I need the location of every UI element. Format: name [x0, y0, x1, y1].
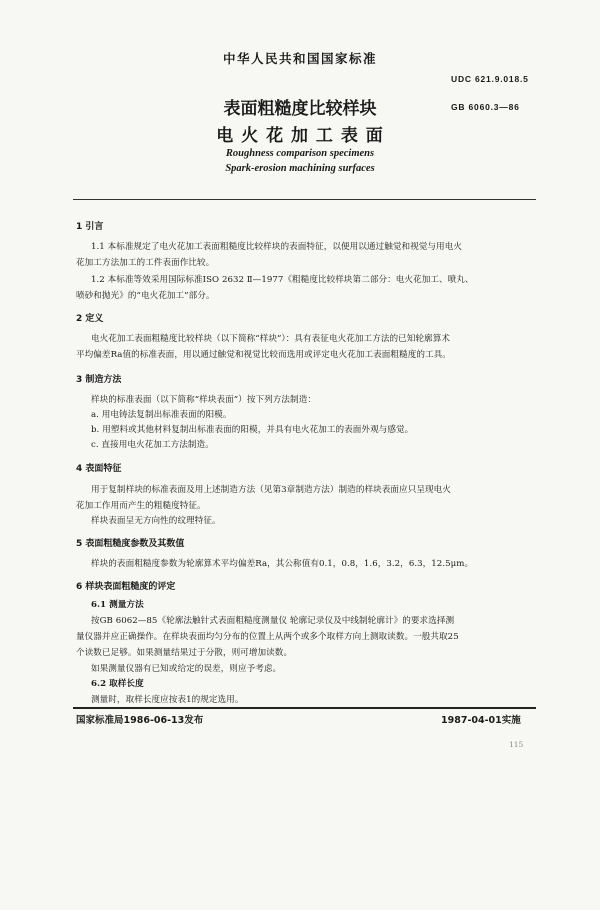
title-en-line1: Roughness comparison specimens	[225, 148, 375, 159]
section-4-line2: 花加工作用而产生的粗糙度特征。	[76, 501, 206, 511]
title-en-line2: Spark-erosion machining surfaces	[225, 163, 375, 174]
section-6-2-line1: 测量时，取样长度应按表1的规定选用。	[91, 695, 244, 705]
header-divider	[73, 199, 536, 200]
section-6-1-heading: 6.1 测量方法	[91, 600, 144, 610]
section-5-heading: 5 表面粗糙度参数及其数值	[76, 539, 185, 549]
section-5-line1: 样块的表面粗糙度参数为轮廓算术平均偏差Ra，其公称值有0.1，0.8，1.6，3.2，6.3，12.5μm。	[91, 559, 474, 569]
section-6-heading: 6 样块表面粗糙度的评定	[76, 582, 176, 592]
section-6-1-line3: 个读数已足够。如果测量结果过于分散，则可增加读数。	[76, 648, 293, 658]
footer-divider	[73, 707, 536, 709]
page-number: 115	[509, 740, 524, 749]
section-2-heading: 2 定义	[76, 314, 104, 324]
section-3-item-c: c. 直接用电火花加工方法制造。	[91, 440, 214, 450]
udc-code: UDC 621.9.018.5	[451, 74, 529, 84]
section-6-1-line1: 按GB 6062—85《轮廓法触针式表面粗糙度测量仪 轮廓记录仪及中线制轮廓计》的要求选择测	[91, 616, 455, 626]
title-cn-line1: 表面粗糙度比较样块	[223, 99, 377, 119]
national-standard-heading: 中华人民共和国国家标准	[222, 51, 377, 66]
section-3-heading: 3 制造方法	[76, 375, 122, 385]
section-1-1-line1: 1.1 本标准规定了电火花加工表面粗糙度比较样块的表面特征，以便用以通过触觉和视觉与用电火	[91, 242, 462, 252]
section-3-item-b: b. 用塑料或其他材料复制出标准表面的阳模，并具有电火花加工的表面外观与感觉。	[91, 425, 414, 435]
section-1-2-line1: 1.2 本标准等效采用国际标准ISO 2632 Ⅱ—1977《粗糙度比较样块第二部分：电火花加工、喷丸、	[91, 275, 474, 285]
section-3-intro: 样块的标准表面（以下简称“样块表面”）按下列方法制造：	[91, 395, 316, 405]
gb-code: GB 6060.3—86	[451, 102, 520, 112]
title-cn-line2: 电 火 花 加 工 表 面	[216, 126, 384, 146]
effective-date: 1987-04-01实施	[441, 715, 521, 726]
section-6-1-line4: 如果测量仪器有已知或给定的误差，则应予考虑。	[91, 664, 282, 674]
section-4-heading: 4 表面特征	[76, 464, 122, 474]
section-4-line1: 用于复制样块的标准表面及用上述制造方法（见第3章制造方法）制造的样块表面应只呈现电火	[91, 485, 451, 495]
section-6-2-heading: 6.2 取样长度	[91, 679, 144, 689]
section-6-1-line2: 量仪器并应正确操作。在样块表面均匀分布的位置上从两个或多个取样方向上测取读数。一般共取25	[76, 632, 459, 642]
section-4-line3: 样块表面呈无方向性的纹理特征。	[91, 516, 221, 526]
section-1-1-line2: 花加工方法加工的工件表面作比较。	[76, 258, 215, 268]
section-1-heading: 1 引言	[76, 222, 104, 232]
section-2-line1: 电火花加工表面粗糙度比较样块（以下简称“样块”）：具有表征电火花加工方法的已知轮廓算术	[91, 334, 450, 344]
issue-date: 国家标准局1986-06-13发布	[76, 715, 204, 726]
section-3-item-a: a. 用电铸法复制出标准表面的阳模。	[91, 410, 232, 420]
section-1-2-line2: 喷砂和抛光》的“电火花加工”部分。	[76, 291, 215, 301]
section-2-line2: 平均偏差Ra值的标准表面，用以通过触觉和视觉比较而选用或评定电火花加工表面粗糙度的工具。	[76, 350, 451, 360]
